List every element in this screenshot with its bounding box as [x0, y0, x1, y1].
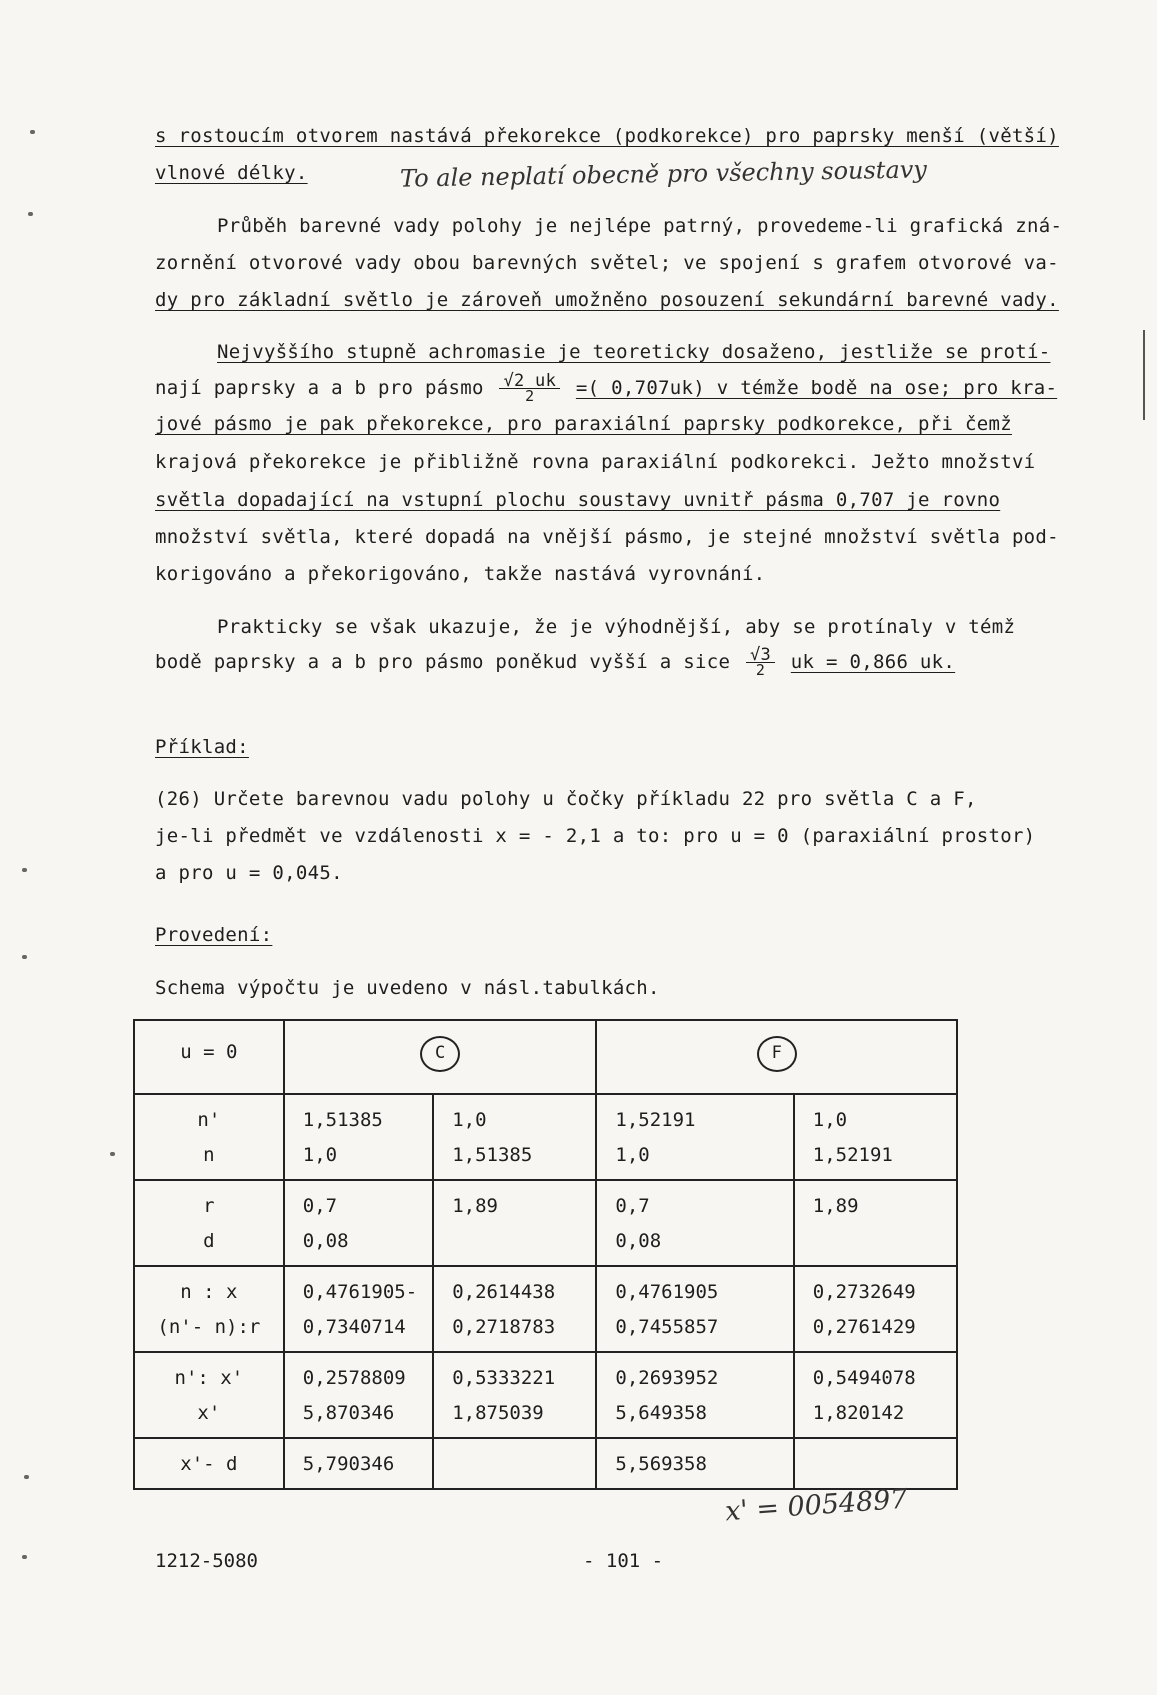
cell-value: 1,0	[302, 1144, 338, 1166]
cell-value: 1,52191	[812, 1144, 893, 1166]
text-line-11: množství světla, které dopadá na vnější pásmo, je stejné množství světla pod-	[155, 526, 1059, 548]
cell-c-1	[284, 1180, 433, 1266]
text-line-18: Schema výpočtu je uvedeno v násl.tabulkách.	[155, 977, 660, 999]
text-line-14-end: uk = 0,866 uk.	[790, 651, 956, 673]
cell-value: n': x'	[174, 1367, 244, 1389]
cell-c-2	[433, 1352, 596, 1438]
table-row	[134, 1094, 957, 1180]
cell-value: 0,2718783	[452, 1316, 556, 1338]
cell-value	[452, 1447, 595, 1482]
text-line-7	[155, 371, 1095, 405]
cell-c-2	[433, 1180, 596, 1266]
text-line-4: zornění otvorové vady obou barevných světel; ve spojení s grafem otvorové va-	[155, 252, 1059, 274]
cell-value: x'	[197, 1402, 221, 1424]
cell-c-1	[284, 1094, 433, 1180]
fraction-sqrt2	[499, 371, 560, 405]
table-row	[134, 1266, 957, 1352]
cell-value: 1,89	[812, 1195, 859, 1217]
row-label	[134, 1352, 284, 1438]
scan-speck	[28, 212, 33, 216]
cell-c-1	[284, 1266, 433, 1352]
cell-value: 0,7340714	[302, 1316, 406, 1338]
cell-value: 0,5333221	[452, 1367, 556, 1389]
cell-value: 5,790346	[302, 1453, 395, 1475]
cell-value: 0,08	[302, 1230, 349, 1252]
cell-f-1	[596, 1180, 793, 1266]
cell-value: (n'- n):r	[157, 1316, 261, 1338]
text-line-8: jové pásmo je pak překorekce, pro paraxiální paprsky podkorekce, při čemž	[155, 413, 1012, 435]
cell-c-1	[284, 1438, 433, 1489]
cell-value: n	[203, 1144, 215, 1166]
circled-f: F	[757, 1036, 797, 1072]
handwritten-note: To ale neplatí obecně pro všechny soustavy	[399, 155, 928, 193]
cell-value: n : x	[180, 1281, 238, 1303]
cell-value	[813, 1447, 956, 1482]
page-number: - 101 -	[583, 1550, 664, 1572]
cell-f-2	[794, 1352, 957, 1438]
cell-value: 0,5494078	[812, 1367, 916, 1389]
text-line-1: s rostoucím otvorem nastává překorekce (podkorekce) pro paprsky menší (větší)	[155, 125, 1059, 147]
row-label	[134, 1180, 284, 1266]
table-header-row	[134, 1020, 957, 1094]
fraction-numerator: √2 uk	[499, 374, 560, 389]
header-col-f	[596, 1020, 957, 1094]
scan-speck	[110, 1152, 115, 1156]
cell-value: 0,4761905	[615, 1281, 719, 1303]
scan-speck	[22, 868, 27, 872]
scan-speck	[22, 1555, 27, 1559]
text-line-6: Nejvyššího stupně achromasie je teoreticky dosaženo, jestliže se protí-	[217, 341, 1051, 363]
text-line-7-start: nají paprsky a a b pro pásmo	[155, 377, 484, 399]
text-line-16: je-li předmět ve vzdálenosti x = - 2,1 a to: pro u = 0 (paraxiální prostor)	[155, 825, 1036, 847]
cell-value: 0,7	[615, 1195, 650, 1217]
cell-value: 1,0	[615, 1144, 650, 1166]
document-code: 1212-5080	[155, 1550, 258, 1572]
text-line-12: korigováno a překorigováno, takže nastává vyrovnání.	[155, 563, 766, 585]
scan-speck	[30, 130, 35, 134]
cell-value	[813, 1224, 956, 1259]
text-line-2-content: vlnové délky.	[155, 162, 308, 184]
margin-line-mark	[1143, 330, 1145, 420]
cell-value: 5,569358	[615, 1453, 707, 1475]
cell-value: n'	[197, 1109, 221, 1131]
table-body	[134, 1094, 957, 1489]
cell-value: 0,7455857	[615, 1316, 719, 1338]
cell-value: 5,649358	[615, 1402, 707, 1424]
cell-f-1	[596, 1352, 793, 1438]
cell-value: 0,2732649	[812, 1281, 916, 1303]
cell-c-1	[284, 1352, 433, 1438]
fraction-numerator: √3	[746, 648, 775, 663]
cell-f-1	[596, 1438, 793, 1489]
heading-provedeni: Provedení:	[155, 924, 273, 946]
cell-value: 5,870346	[302, 1402, 395, 1424]
cell-value: 1,0	[812, 1109, 848, 1131]
fraction-sqrt3	[746, 645, 775, 679]
row-label	[134, 1266, 284, 1352]
cell-f-2	[794, 1180, 957, 1266]
cell-value: r	[203, 1195, 215, 1217]
cell-value	[452, 1224, 595, 1259]
cell-f-2	[794, 1266, 957, 1352]
cell-f-2	[794, 1094, 957, 1180]
cell-c-2	[433, 1094, 596, 1180]
cell-c-2	[433, 1266, 596, 1352]
cell-value: 1,820142	[812, 1402, 905, 1424]
cell-value: 1,875039	[452, 1402, 544, 1424]
cell-value: 1,52191	[615, 1109, 696, 1131]
cell-value: 0,2578809	[302, 1367, 406, 1389]
text-line-14	[155, 645, 1095, 679]
scan-speck	[24, 1475, 29, 1479]
cell-value: 0,2693952	[615, 1367, 719, 1389]
fraction-denominator: 2	[755, 661, 766, 679]
text-line-17: a pro u = 0,045.	[155, 862, 343, 884]
cell-c-2	[433, 1438, 596, 1489]
table-row	[134, 1352, 957, 1438]
text-line-15: (26) Určete barevnou vadu polohy u čočky příkladu 22 pro světla C a F,	[155, 788, 977, 810]
text-line-9: krajová překorekce je přibližně rovna paraxiální podkorekci. Ježto množství	[155, 451, 1036, 473]
calculation-table	[133, 1019, 958, 1490]
cell-value: 0,08	[615, 1230, 662, 1252]
cell-value: 1,51385	[452, 1144, 533, 1166]
cell-value: 1,89	[452, 1195, 498, 1217]
text-line-3: Průběh barevné vady polohy je nejlépe patrný, provedeme-li grafická zná-	[217, 215, 1063, 237]
text-line-10: světla dopadající na vstupní plochu soustavy uvnitř pásma 0,707 je rovno	[155, 489, 1001, 511]
header-label: u = 0	[134, 1020, 284, 1094]
cell-value: 0,2761429	[812, 1316, 916, 1338]
cell-f-2	[794, 1438, 957, 1489]
handwritten-result: x' = 0054897	[724, 1483, 909, 1528]
circled-c: C	[420, 1036, 460, 1072]
text-line-13: Prakticky se však ukazuje, že je výhodnější, aby se protínaly v témž	[217, 616, 1016, 638]
scan-speck	[22, 955, 27, 959]
cell-value: 0,2614438	[452, 1281, 556, 1303]
cell-value: d	[203, 1230, 215, 1252]
cell-f-1	[596, 1266, 793, 1352]
text-line-5: dy pro základní světlo je zároveň umožněno posouzení sekundární barevné vady.	[155, 289, 1059, 311]
cell-f-1	[596, 1094, 793, 1180]
cell-value: x'- d	[180, 1453, 238, 1475]
cell-value: 1,0	[452, 1109, 487, 1131]
table-row	[134, 1438, 957, 1489]
cell-value: 0,7	[302, 1195, 338, 1217]
row-label	[134, 1438, 284, 1489]
fraction-denominator: 2	[525, 387, 535, 405]
text-line-7-end: =( 0,707uk) v témže bodě na ose; pro kra-	[575, 377, 1058, 399]
cell-value: 0,4761905-	[302, 1281, 418, 1303]
header-col-c	[284, 1020, 597, 1094]
heading-priklad: Příklad:	[155, 736, 249, 758]
table-row	[134, 1180, 957, 1266]
cell-value: 1,51385	[302, 1109, 383, 1131]
text-line-14-start: bodě paprsky a a b pro pásmo poněkud vyšší a sice	[155, 651, 731, 673]
row-label	[134, 1094, 284, 1180]
